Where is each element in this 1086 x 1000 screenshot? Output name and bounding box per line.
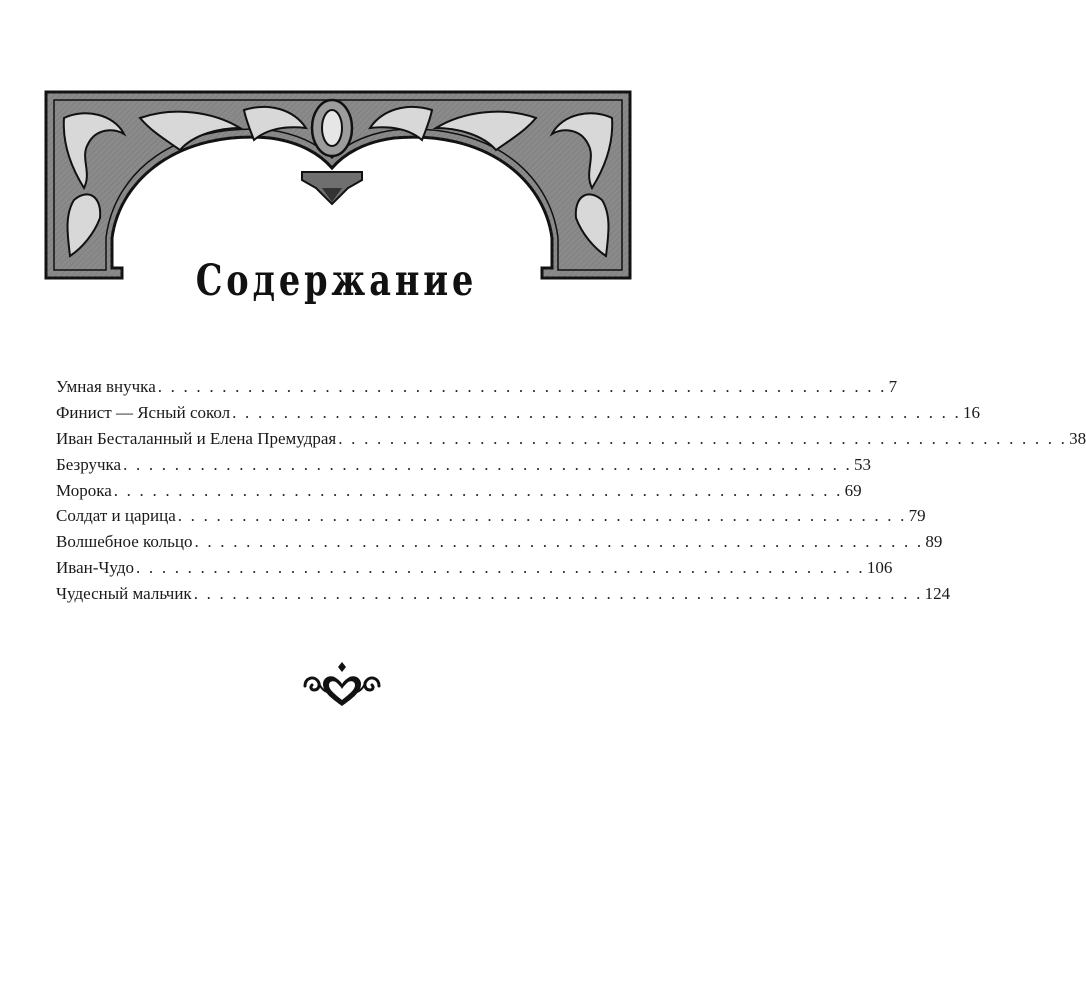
toc-leader-dots: . . . . . . . . . . . . . . . . . . . . . . . . . . . . . . . . . . . . . . . . . . . . . . . . . . . . . . . . . bbox=[123, 454, 852, 474]
toc-entry-page: 106 bbox=[866, 558, 893, 578]
toc-entry-page: 7 bbox=[888, 377, 898, 396]
page-title: Содержание bbox=[195, 256, 478, 306]
toc-entry-title: Иван Бесталанный и Елена Премудрая bbox=[56, 428, 337, 448]
toc-leader-dots: . . . . . . . . . . . . . . . . . . . . . . . . . . . . . . . . . . . . . . . . . . . . . . . . . . . . . . . . . bbox=[193, 584, 923, 604]
toc-entry-title: Морока bbox=[56, 480, 112, 500]
toc-entry bbox=[56, 503, 926, 529]
heart-scroll-ornament bbox=[301, 660, 383, 710]
toc-entry-page: 79 bbox=[908, 506, 926, 526]
toc-entry-page: 124 bbox=[924, 584, 951, 604]
toc-entry-page: 16 bbox=[963, 402, 981, 422]
toc-leader-dots: . . . . . . . . . . . . . . . . . . . . . . . . . . . . . . . . . . . . . . . . . . . . . . . . . . . . . . . . . bbox=[157, 377, 887, 396]
toc-entry bbox=[56, 400, 981, 426]
toc-entry-title: Финист — Ясный сокол bbox=[56, 402, 231, 422]
toc-leader-dots: . . . . . . . . . . . . . . . . . . . . . . . . . . . . . . . . . . . . . . . . . . . . . . . . . . . . . . . . . bbox=[338, 428, 1068, 448]
toc-entry-page: 53 bbox=[853, 454, 871, 474]
toc-entry bbox=[56, 426, 1086, 452]
toc-entry bbox=[56, 555, 893, 581]
toc-entry-title: Умная внучка bbox=[56, 377, 156, 396]
toc-entry-title: Безручка bbox=[56, 454, 122, 474]
toc-entry bbox=[56, 478, 862, 504]
toc-entry-page: 38 bbox=[1069, 428, 1086, 448]
toc-leader-dots: . . . . . . . . . . . . . . . . . . . . . . . . . . . . . . . . . . . . . . . . . . . . . . . . . . . . . . . . . bbox=[136, 558, 865, 578]
toc-leader-dots: . . . . . . . . . . . . . . . . . . . . . . . . . . . . . . . . . . . . . . . . . . . . . . . . . . . . . . . . . bbox=[194, 532, 924, 552]
toc-entry-title: Иван-Чудо bbox=[56, 558, 135, 578]
toc-entry-title: Волшебное кольцо bbox=[56, 532, 193, 552]
table-of-contents bbox=[56, 374, 1086, 607]
toc-leader-dots: . . . . . . . . . . . . . . . . . . . . . . . . . . . . . . . . . . . . . . . . . . . . . . . . . . . . . . . . . bbox=[232, 402, 962, 422]
toc-entry bbox=[56, 374, 898, 400]
ornamental-arch-illustration bbox=[44, 88, 632, 283]
toc-entry-page: 69 bbox=[844, 480, 862, 500]
toc-entry-title: Чудесный мальчик bbox=[56, 584, 192, 604]
toc-leader-dots: . . . . . . . . . . . . . . . . . . . . . . . . . . . . . . . . . . . . . . . . . . . . . . . . . . . . . . . . . bbox=[113, 480, 843, 500]
toc-leader-dots: . . . . . . . . . . . . . . . . . . . . . . . . . . . . . . . . . . . . . . . . . . . . . . . . . . . . . . . . . bbox=[177, 506, 907, 526]
toc-entry bbox=[56, 452, 871, 478]
toc-entry bbox=[56, 529, 943, 555]
toc-entry-page: 89 bbox=[925, 532, 943, 552]
toc-entry-title: Солдат и царица bbox=[56, 506, 176, 526]
toc-entry bbox=[56, 581, 951, 607]
